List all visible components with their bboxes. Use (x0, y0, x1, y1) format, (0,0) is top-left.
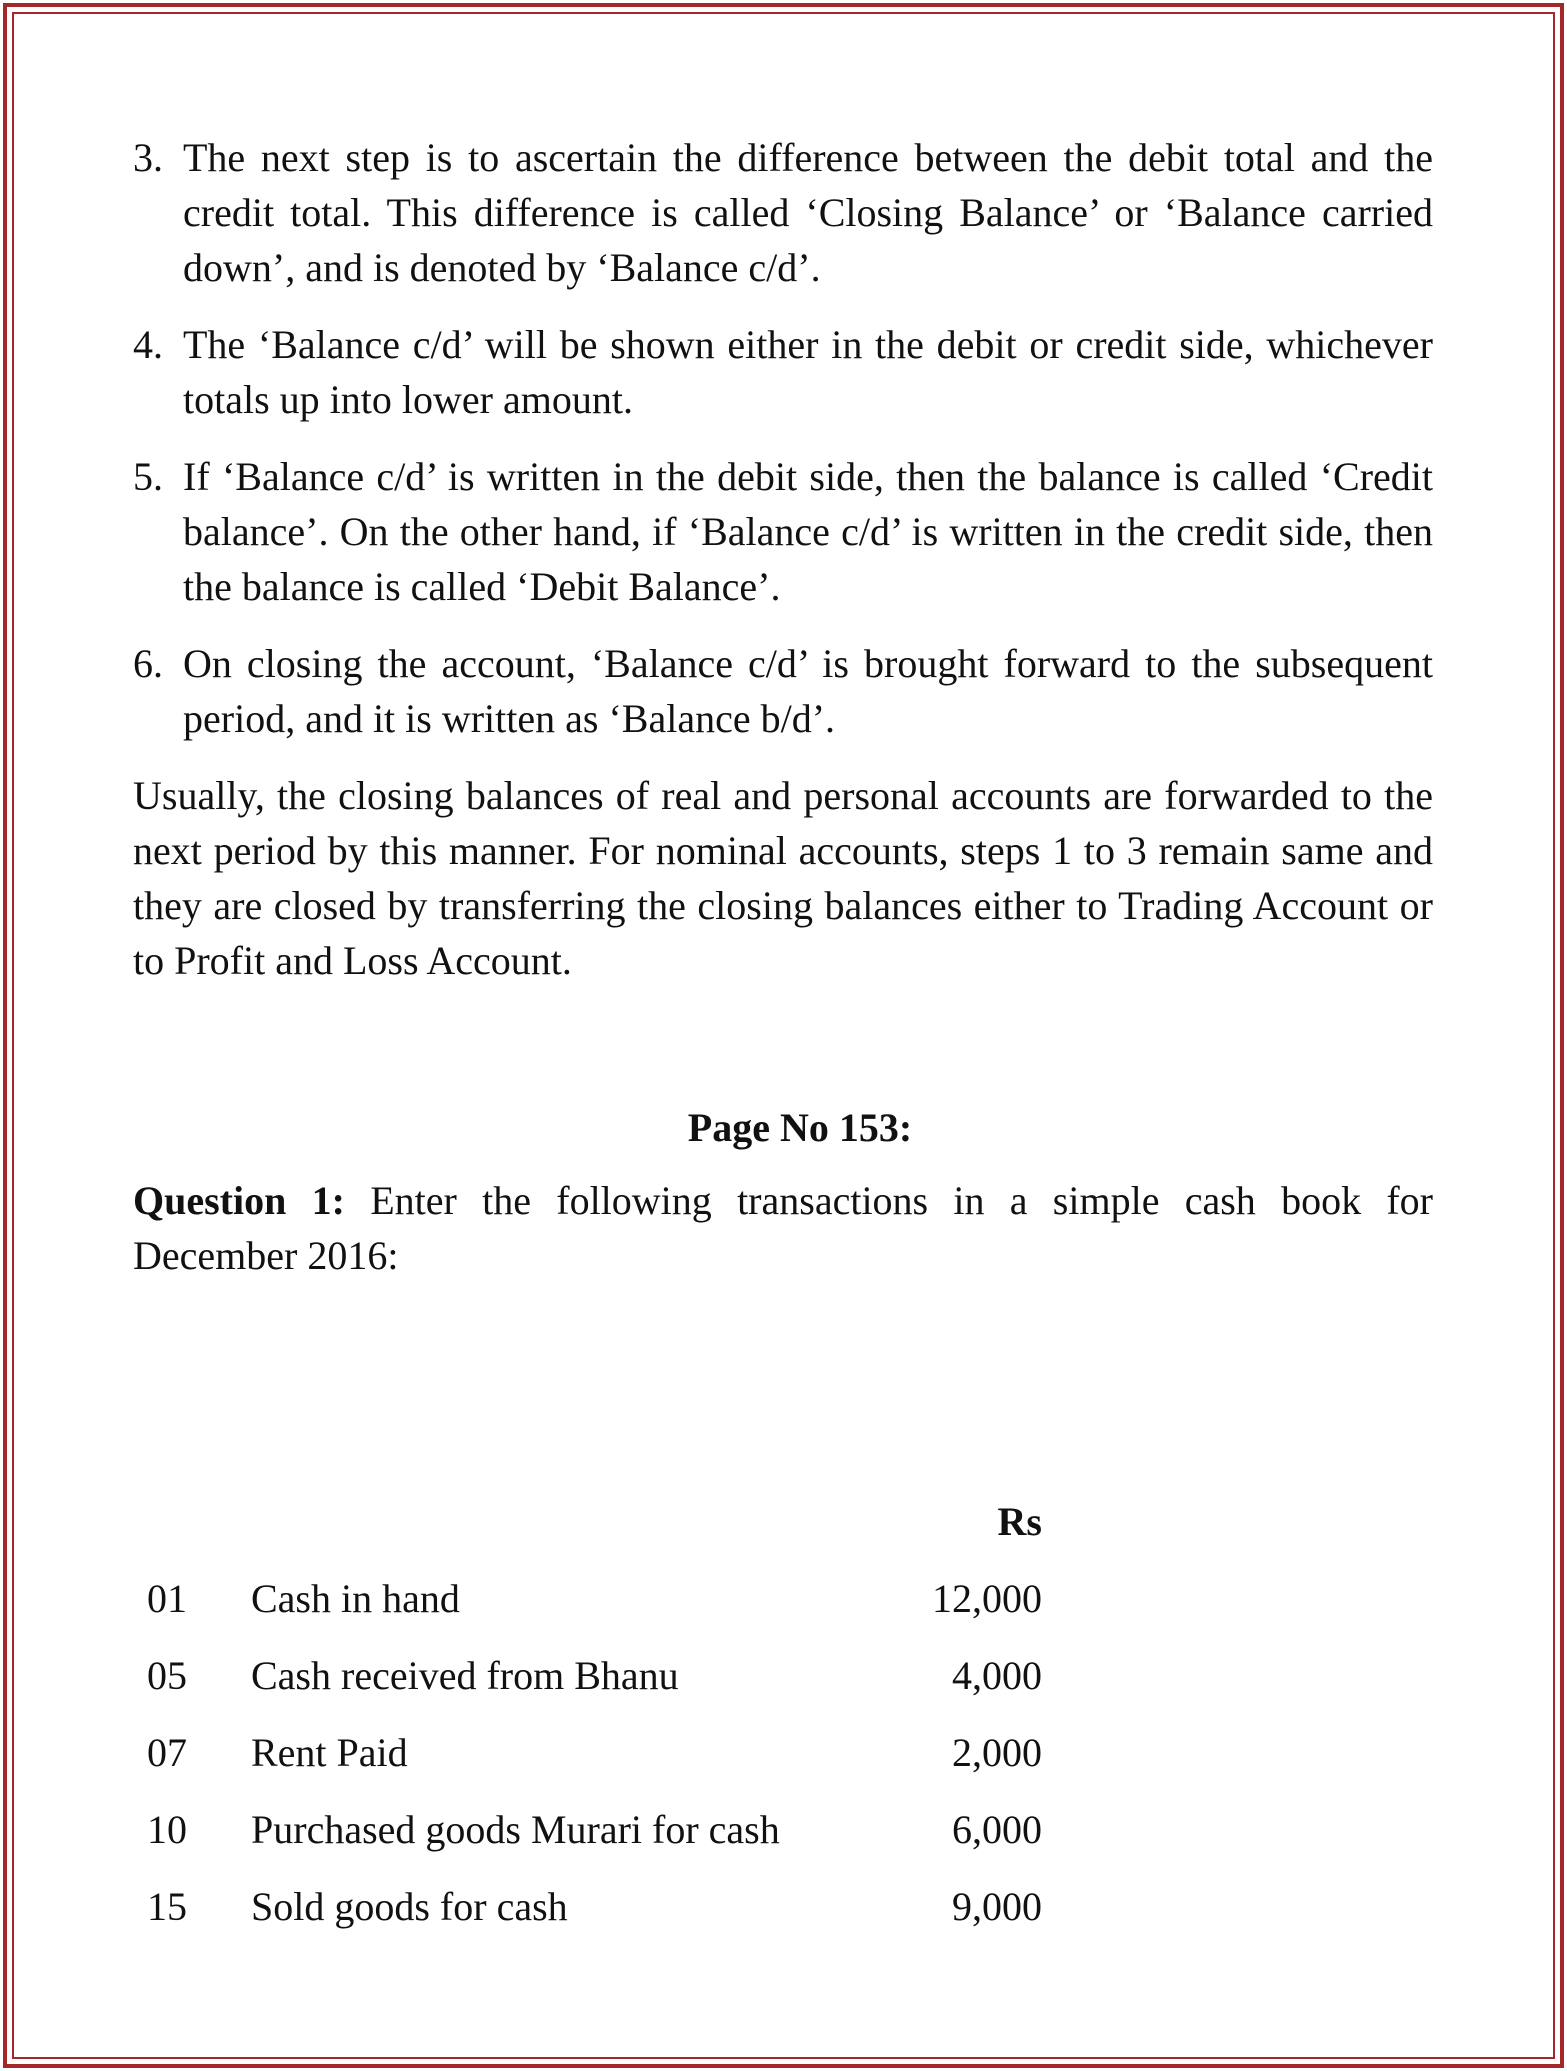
transaction-amount: 2,000 (952, 1730, 1042, 1775)
step-number: 5. (133, 454, 163, 499)
step-number: 6. (133, 641, 163, 686)
transaction-row (147, 1791, 1433, 1868)
transactions-table (147, 1483, 1433, 1945)
transactions-header (147, 1483, 1433, 1560)
transaction-description: Sold goods for cash (251, 1884, 568, 1929)
page-content (133, 130, 1433, 1945)
step-item (133, 449, 1433, 614)
transaction-description: Purchased goods Murari for cash (251, 1807, 780, 1852)
transaction-amount: 9,000 (952, 1884, 1042, 1929)
transaction-row (147, 1868, 1433, 1945)
question-label: Question 1: (133, 1178, 345, 1223)
step-item (133, 317, 1433, 427)
transaction-date: 10 (147, 1807, 187, 1852)
amount-header: Rs (997, 1499, 1042, 1544)
transaction-date: 15 (147, 1884, 187, 1929)
step-text: On closing the account, ‘Balance c/d’ is brought forward to the subsequent period, and it is written as ‘Balance b/d’. (183, 641, 1433, 741)
step-text: The next step is to ascertain the difference between the debit total and the credit total. This difference is called ‘Closing Balance’ or ‘Balance carried down’, and is denoted by ‘Balance c/d’. (183, 135, 1433, 290)
transaction-date: 05 (147, 1653, 187, 1698)
closing-paragraph: Usually, the closing balances of real and personal accounts are forwarded to the next period by this manner. For nominal accounts, steps 1 to 3 remain same and they are closed by transferring the closing balances either to Trading Account or to Profit and Loss Account. (133, 773, 1433, 983)
step-number: 3. (133, 135, 163, 180)
question-text: Enter the following transactions in a simple cash book for December 2016: (133, 1178, 1433, 1278)
transaction-description: Cash received from Bhanu (251, 1653, 679, 1698)
step-text: If ‘Balance c/d’ is written in the debit side, then the balance is called ‘Credit balance’. On the other hand, if ‘Balance c/d’ is written in the credit side, then the balance is called ‘Debit Balance’. (183, 454, 1433, 609)
transaction-description: Rent Paid (251, 1730, 408, 1775)
transaction-description: Cash in hand (251, 1576, 460, 1621)
page-heading: Page No 153: (687, 1105, 913, 1150)
transaction-date: 07 (147, 1730, 187, 1775)
step-item (133, 636, 1433, 746)
steps-list (133, 130, 1433, 746)
question (133, 1173, 1433, 1283)
transaction-row (147, 1714, 1433, 1791)
transaction-date: 01 (147, 1576, 187, 1621)
transaction-amount: 6,000 (952, 1807, 1042, 1852)
transaction-row (147, 1637, 1433, 1714)
transaction-row (147, 1560, 1433, 1637)
step-number: 4. (133, 322, 163, 367)
step-item (133, 130, 1433, 295)
transaction-amount: 4,000 (952, 1653, 1042, 1698)
transaction-amount: 12,000 (932, 1576, 1042, 1621)
step-text: The ‘Balance c/d’ will be shown either in the debit or credit side, whichever totals up into lower amount. (183, 322, 1433, 422)
